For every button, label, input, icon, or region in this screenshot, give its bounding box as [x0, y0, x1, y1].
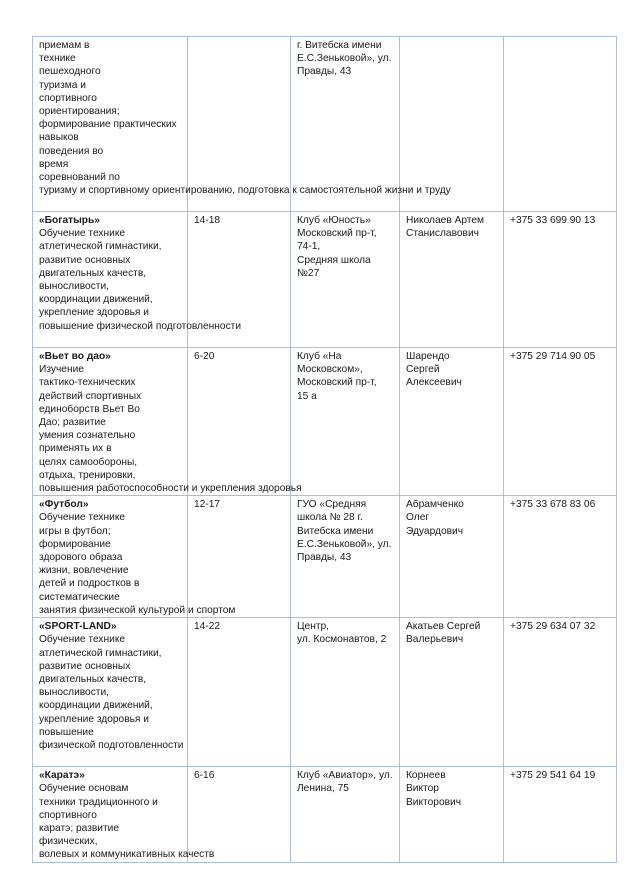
location-line: Московском»,	[297, 364, 363, 376]
location-line: 15 а	[297, 390, 317, 402]
location-text	[297, 498, 396, 564]
description-line: Обучение основам	[39, 783, 129, 795]
table-row	[33, 212, 617, 348]
location-line: Е.С.Зеньковой», ул.	[297, 538, 392, 550]
location-line: школа № 28 г.	[297, 512, 363, 524]
location-cell	[291, 496, 400, 618]
location-text	[297, 769, 396, 795]
program-title: «SPORT-LAND»	[39, 621, 117, 633]
location-line: ул. Космонавтов, 2	[297, 634, 387, 646]
description-line: игры в футбол;	[39, 525, 111, 537]
phone-cell	[504, 37, 617, 212]
description-line: развитие основных	[39, 660, 131, 672]
description-line: отдыха, тренировки,	[39, 469, 136, 481]
description-line: умения сознательно	[39, 430, 136, 442]
description-line: систематические	[39, 591, 120, 603]
phone-text: +375 29 541 64 19	[510, 770, 596, 782]
description-line: детей и подростков в	[39, 578, 140, 590]
description-line: поведения во	[39, 145, 104, 157]
age-text: 6-20	[194, 351, 215, 362]
teacher-line: Абрамченко	[406, 499, 464, 511]
location-cell	[291, 348, 400, 496]
description-line: технике	[39, 53, 76, 65]
phone-cell	[504, 212, 617, 348]
location-line: Е.С.Зеньковой», ул.	[297, 53, 392, 65]
location-line: Ленина, 75	[297, 783, 349, 795]
phone-text: +375 29 634 07 32	[510, 621, 596, 633]
description-line: выносливости,	[39, 687, 109, 699]
location-text	[297, 214, 396, 280]
program-description	[39, 782, 215, 861]
location-line: Клуб «Авиатор», ул.	[297, 770, 393, 782]
table-row	[33, 767, 617, 862]
teacher-text	[406, 620, 500, 646]
program-cell	[33, 618, 188, 767]
program-title: «Вьет во дао»	[39, 351, 111, 362]
description-line: ориентирования;	[39, 106, 120, 118]
program-title: «Богатырь»	[39, 215, 100, 226]
phone-cell	[504, 348, 617, 496]
teacher-text	[406, 498, 500, 538]
description-line: Дао; развитие	[39, 417, 106, 429]
location-line: Московский пр-т,	[297, 228, 377, 240]
table-row	[33, 348, 617, 496]
location-text	[297, 39, 396, 79]
description-line: двигательных качеств,	[39, 267, 147, 279]
location-line: Московский пр-т,	[297, 377, 377, 389]
teacher-cell	[400, 212, 504, 348]
phone-cell	[504, 496, 617, 618]
location-line: №27	[297, 267, 320, 279]
age-cell	[188, 618, 291, 767]
teacher-line: Виктор	[406, 783, 439, 795]
teacher-line: Валерьевич	[406, 634, 464, 646]
phone-text: +375 29 714 90 05	[510, 351, 596, 362]
location-line: Средняя школа	[297, 254, 371, 266]
age-text: 14-22	[194, 621, 221, 633]
location-line: Центр,	[297, 621, 329, 633]
program-description	[39, 363, 302, 495]
location-line: ГУО «Средняя	[297, 499, 367, 511]
age-text: 12-17	[194, 499, 221, 511]
description-line: укрепление здоровья и	[39, 307, 149, 319]
description-line: повышение физической подготовленности	[39, 320, 242, 332]
description-line: пешеходного	[39, 66, 101, 78]
description-line: туризму и спортивному ориентированию, подготовка к самостоятельной жизни и труду	[39, 185, 451, 197]
age-text: 6-16	[194, 770, 215, 782]
location-cell	[291, 618, 400, 767]
teacher-line: Корнеев	[406, 770, 446, 782]
description-line: Обучение технике	[39, 228, 126, 240]
description-line: двигательных качеств,	[39, 674, 147, 686]
location-line: Правды, 43	[297, 66, 352, 78]
teacher-cell	[400, 618, 504, 767]
description-line: Изучение	[39, 364, 84, 376]
description-line: координации движений,	[39, 294, 153, 306]
location-text	[297, 620, 396, 646]
location-cell	[291, 767, 400, 862]
description-line: соревнований по	[39, 172, 120, 184]
description-line: формирование практических	[39, 119, 177, 131]
phone-cell	[504, 618, 617, 767]
teacher-text	[406, 769, 500, 809]
clubs-table	[32, 36, 617, 863]
teacher-text	[406, 214, 500, 240]
description-line: формирование	[39, 538, 111, 550]
program-description	[39, 511, 236, 617]
phone-cell	[504, 767, 617, 862]
teacher-cell	[400, 348, 504, 496]
description-line: время	[39, 158, 69, 170]
clubs-table-body	[33, 37, 617, 863]
description-line: целях самообороны,	[39, 456, 138, 468]
program-title: «Каратэ»	[39, 770, 85, 782]
table-row	[33, 618, 617, 767]
teacher-line: Олег	[406, 512, 430, 524]
description-line: действий спортивных	[39, 390, 142, 402]
description-line: физических,	[39, 836, 98, 848]
teacher-line: Николаев Артем	[406, 215, 485, 226]
teacher-line: Акатьев Сергей	[406, 621, 481, 633]
teacher-line: Алексеевич	[406, 377, 462, 389]
teacher-line: Сергей	[406, 364, 440, 376]
description-line: туризма и	[39, 79, 86, 91]
description-line: навыков	[39, 132, 79, 144]
description-line: спортивного	[39, 809, 97, 821]
teacher-line: Викторович	[406, 796, 462, 808]
teacher-cell	[400, 496, 504, 618]
program-title: «Футбол»	[39, 499, 89, 511]
description-line: Обучение технике	[39, 634, 126, 646]
location-text	[297, 350, 396, 403]
description-line: координации движений,	[39, 700, 153, 712]
description-line: Обучение технике	[39, 512, 126, 524]
teacher-text	[406, 350, 500, 390]
description-line: здорового образа	[39, 552, 123, 564]
description-line: физической подготовленности	[39, 740, 184, 752]
description-line: атлетической гимнастики,	[39, 647, 162, 659]
location-line: Витебска имени	[297, 525, 374, 537]
program-description	[39, 227, 242, 333]
description-line: спортивного	[39, 92, 97, 104]
location-line: 74-1,	[297, 241, 321, 253]
description-line: жизни, вовлечение	[39, 565, 129, 577]
phone-text: +375 33 699 90 13	[510, 215, 596, 226]
phone-text: +375 33 678 83 06	[510, 499, 596, 511]
description-line: повышение	[39, 726, 94, 738]
description-line: приемам в	[39, 40, 90, 51]
description-line: развитие основных	[39, 254, 131, 266]
teacher-line: Станиславович	[406, 228, 479, 240]
description-line: единоборств Вьет Во	[39, 403, 140, 415]
table-row	[33, 496, 617, 618]
teacher-line: Эдуардович	[406, 525, 464, 537]
description-line: тактико-технических	[39, 377, 136, 389]
age-cell	[188, 496, 291, 618]
description-line: повышения работоспособности и укрепления здоровья	[39, 483, 302, 495]
program-description	[39, 633, 184, 752]
description-line: занятия физической культурой и спортом	[39, 604, 236, 616]
description-line: применять их в	[39, 443, 112, 455]
teacher-line: Шарендо	[406, 351, 450, 362]
description-line: каратэ; развитие	[39, 823, 119, 835]
teacher-cell	[400, 767, 504, 862]
description-line: волевых и коммуникативных качеств	[39, 849, 215, 861]
description-line: атлетической гимнастики,	[39, 241, 162, 253]
description-line: техники традиционного и	[39, 796, 158, 808]
description-line: выносливости,	[39, 281, 109, 293]
age-text: 14-18	[194, 215, 221, 226]
location-line: Правды, 43	[297, 552, 352, 564]
location-line: г. Витебска имени	[297, 40, 382, 51]
table-row	[33, 37, 617, 212]
location-line: Клуб «Юность»	[297, 215, 371, 226]
age-cell	[188, 767, 291, 862]
description-line: укрепление здоровья и	[39, 713, 149, 725]
age-cell	[188, 348, 291, 496]
location-cell	[291, 212, 400, 348]
location-line: Клуб «На	[297, 351, 342, 362]
